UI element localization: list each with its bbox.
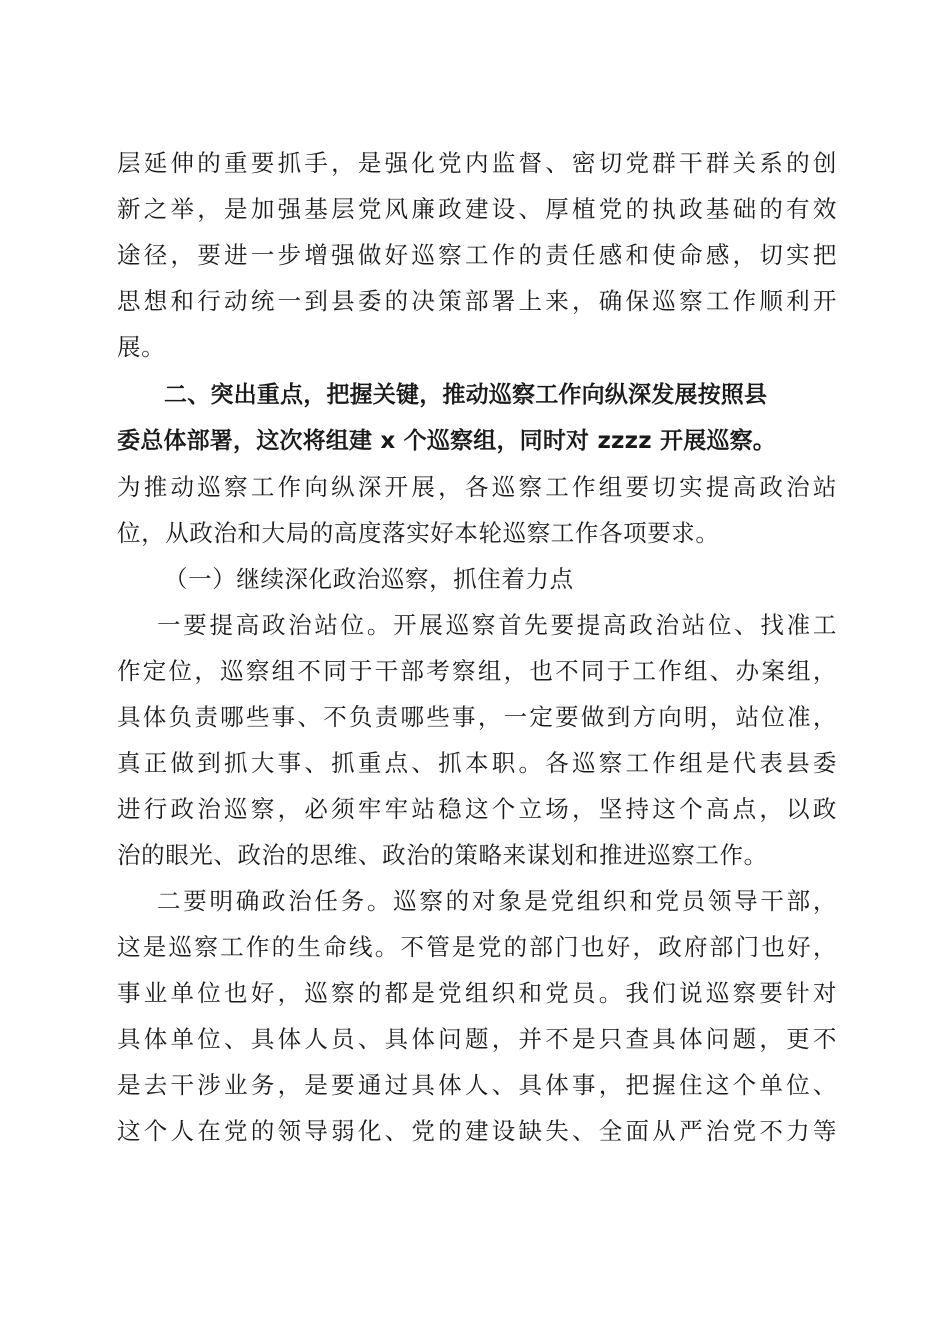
text-line: 治的眼光、政治的思维、政治的策略来谋划和推进巡察工作。 xyxy=(117,841,768,869)
heading-line: 委总体部署，这次将组建 x 个巡察组，同时对 zzzz 开展巡察。 xyxy=(117,428,777,454)
paragraph xyxy=(117,140,837,370)
heading-line: 二、突出重点，把握关键，推动巡察工作向纵深发展按照县 xyxy=(164,382,768,408)
text-line: 这个人在党的领导弱化、党的建设缺失、全面从严治党不力等 xyxy=(117,1117,837,1145)
text-line: 思想和行动统一到县委的决策部署上来，确保巡察工作顺利开 xyxy=(117,287,837,315)
text-line: 为推动巡察工作向纵深开展，各巡察工作组要切实提高政治站 xyxy=(117,473,837,501)
text-line: 作定位，巡察组不同于干部考察组，也不同于工作组、办案组， xyxy=(117,657,837,685)
paragraph xyxy=(117,602,837,878)
text-line: 二要明确政治任务。巡察的对象是党组织和党员领导干部， xyxy=(157,887,837,915)
text-line: 新之举，是加强基层党风廉政建设、厚植党的执政基础的有效 xyxy=(117,195,837,223)
paragraph xyxy=(117,878,837,1154)
subheading-line: （一）继续深化政治巡察，抓住着力点 xyxy=(164,565,574,593)
text-line: 真正做到抓大事、抓重点、抓本职。各巡察工作组是代表县委 xyxy=(117,749,837,777)
text-line: 这是巡察工作的生命线。不管是党的部门也好，政府部门也好， xyxy=(117,933,837,961)
text-line: 途径，要进一步增强做好巡察工作的责任感和使命感，切实把 xyxy=(117,241,837,269)
text-line: 进行政治巡察，必须牢牢站稳这个立场，坚持这个高点，以政 xyxy=(117,795,837,823)
text-line: 事业单位也好，巡察的都是党组织和党员。我们说巡察要针对 xyxy=(117,979,837,1007)
text-line: 层延伸的重要抓手，是强化党内监督、密切党群干群关系的创 xyxy=(117,149,837,177)
section-heading xyxy=(117,372,837,464)
document-page xyxy=(117,140,837,1154)
text-line: 具体负责哪些事、不负责哪些事，一定要做到方向明，站位准， xyxy=(117,703,837,731)
paragraph xyxy=(117,464,837,556)
subsection-heading xyxy=(117,556,837,602)
text-line: 具体单位、具体人员、具体问题，并不是只查具体问题，更不 xyxy=(117,1025,837,1053)
text-line: 一要提高政治站位。开展巡察首先要提高政治站位、找准工 xyxy=(157,611,837,639)
text-line: 位，从政治和大局的高度落实好本轮巡察工作各项要求。 xyxy=(117,519,720,547)
text-line: 展。 xyxy=(117,333,166,361)
text-line: 是去干涉业务，是要通过具体人、具体事，把握住这个单位、 xyxy=(117,1071,837,1099)
